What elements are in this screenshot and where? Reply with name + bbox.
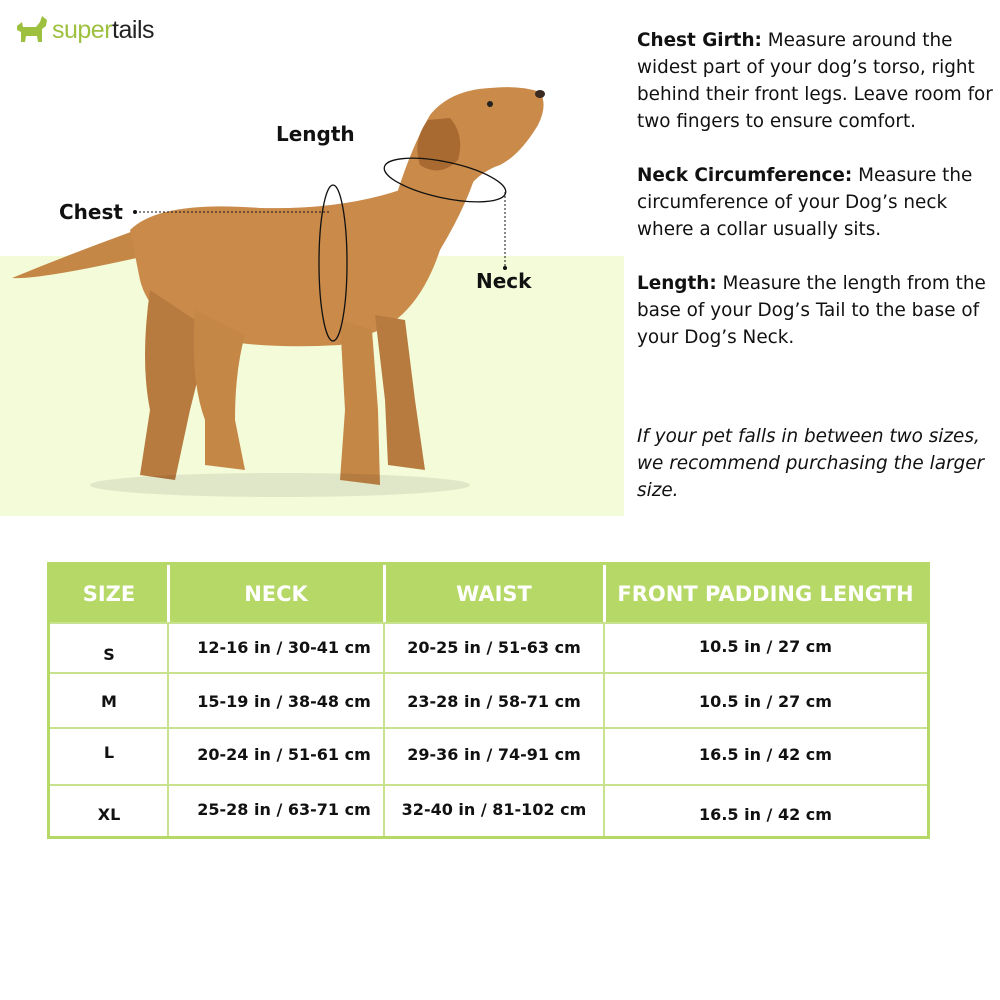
chest-girth-description [637,27,997,135]
table-header [50,565,927,623]
cell-front-padding: 10.5 in / 27 cm [699,637,832,656]
header-front-padding-length: FRONT PADDING LENGTH [617,582,914,606]
cell-front-padding: 16.5 in / 42 cm [699,745,832,764]
diagram-label-chest: Chest [59,200,123,224]
diagram-label-length: Length [276,122,355,146]
table-row [50,672,927,729]
cell-front-padding: 16.5 in / 42 cm [699,805,832,824]
length-text: Measure the length from the base of your Dog’s Tail to the base of your Dog’s Neck. [637,273,986,348]
neck-description [637,162,997,243]
cell-waist: 29-36 in / 74-91 cm [407,745,581,764]
cell-size: XL [97,805,121,824]
cell-neck: 25-28 in / 63-71 cm [197,800,371,819]
neck-text: Measure the circumference of your Dog’s neck where a collar usually sits. [637,165,973,240]
supertails-logo [14,12,154,48]
dog-logo-icon [14,12,50,48]
cell-waist: 23-28 in / 58-71 cm [407,692,581,711]
header-divider [603,565,606,623]
header-neck: NECK [244,582,308,606]
cell-neck: 20-24 in / 51-61 cm [197,745,371,764]
logo-text: supertails [52,15,155,44]
table-row [50,727,927,786]
cell-neck: 15-19 in / 38-48 cm [197,692,371,711]
header-divider [383,565,386,623]
size-recommendation-note: If your pet falls in between two sizes, we recommend purchasing the larger size. [637,426,985,501]
cell-waist: 32-40 in / 81-102 cm [401,800,587,819]
table-row [50,622,927,674]
cell-size: L [103,743,115,762]
diagram-label-neck: Neck [476,269,532,293]
length-description [637,270,997,351]
cell-front-padding: 10.5 in / 27 cm [699,692,832,711]
chest-girth-text: Measure around the widest part of your dog’s torso, right behind their front legs. Leave room for two fingers to ensure comfort. [637,30,993,132]
header-waist: WAIST [456,582,532,606]
cell-size: S [103,645,115,664]
size-chart-table [47,562,930,839]
table-row [50,784,927,838]
neck-title: Neck Circumference: [637,165,853,186]
cell-neck: 12-16 in / 30-41 cm [197,638,371,657]
chest-girth-title: Chest Girth: [637,30,762,51]
header-size: SIZE [82,582,136,606]
cell-size: M [101,692,117,711]
header-divider [167,565,170,623]
cell-waist: 20-25 in / 51-63 cm [407,638,581,657]
length-title: Length: [637,273,717,294]
